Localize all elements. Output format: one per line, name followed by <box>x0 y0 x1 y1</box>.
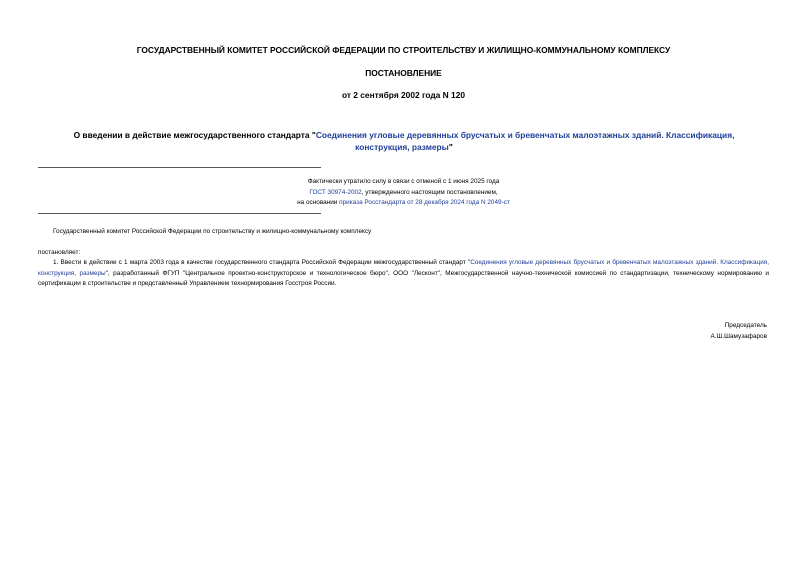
status-line-2 <box>200 188 607 199</box>
item1-standard-link[interactable]: Соединения угловые деревянных брусчатых и бревенчатых малоэтажных зданий. Классификация, конструкция, размеры <box>38 259 770 277</box>
committee-heading: ГОСУДАРСТВЕННЫЙ КОМИТЕТ РОССИЙСКОЙ ФЕДЕРАЦИИ ПО СТРОИТЕЛЬСТВУ И ЖИЛИЩНО-КОММУНАЛЬНОМУ КОМПЛЕКСУ <box>136 45 671 55</box>
divider-bottom <box>38 213 321 214</box>
document-type-heading: ПОСТАНОВЛЕНИЕ <box>365 68 442 78</box>
order-link[interactable]: приказа Росстандарта от 28 декабря 2024 года N 2049-ст <box>339 199 510 207</box>
status-line-1: Фактически утратило силу в связи с отменой с 1 июня 2025 года <box>307 178 500 185</box>
body-resolves: постановляет: <box>38 249 81 256</box>
status-line-2-rest: , утвержденного настоящим постановлением, <box>361 188 498 196</box>
item1-prefix: 1. Ввести в действие с 1 марта 2003 года в качестве государственного стандарта Российской Федерации межгосударственный стандарт " <box>53 259 471 266</box>
body-intro: Государственный комитет Российской Федерации по строительству и жилищно-коммунальному комплексу <box>53 228 372 235</box>
title-standard-link[interactable]: Соединения угловые деревянных брусчатых и бревенчатых малоэтажных зданий. Классификация, конструкция, размеры <box>315 130 735 152</box>
item1-suffix: ", разработанный ФГУП "Центральное проектно-конструкторское и технологическое бюро", ООО "Лесконт", Межгосударственной научно-технической комиссией по стандартизации, техническому нормированию и сертификации в строительстве и представленный Управлением технормирования Госстроя России. <box>38 269 770 288</box>
document-title <box>48 130 760 153</box>
status-note <box>200 177 607 209</box>
title-prefix: О введении в действие межгосударственного стандарта " <box>73 130 316 140</box>
body-item-1 <box>38 258 769 290</box>
divider-top <box>38 167 321 168</box>
gost-link[interactable]: ГОСТ 30974-2002 <box>309 188 362 196</box>
title-suffix: " <box>448 141 453 152</box>
signature-name: А.Ш.Шамузафаров <box>710 333 767 340</box>
signature-position: Председатель <box>724 322 767 329</box>
status-line-3 <box>200 198 607 209</box>
status-line-3-prefix: на основании <box>297 199 340 207</box>
date-number-heading: от 2 сентября 2002 года N 120 <box>341 90 466 100</box>
